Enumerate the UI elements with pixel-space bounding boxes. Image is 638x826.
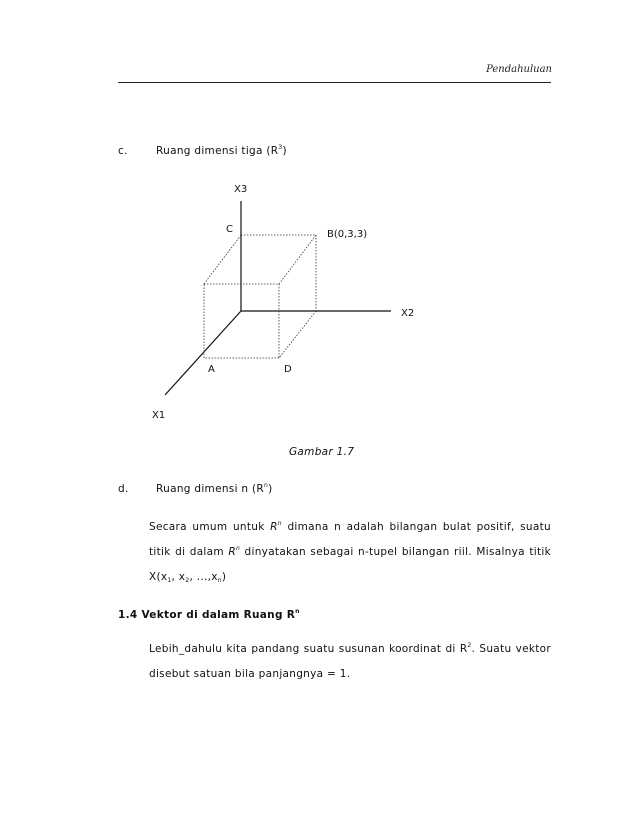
x2-label: X2 <box>401 308 415 319</box>
running-header: Pendahuluan <box>486 64 552 75</box>
item-marker-d: d. <box>118 483 129 495</box>
section-1-4-paragraph: Lebih_dahulu kita pandang suatu susunan koordinat di $R^2$. Suatu vektor disebut satuan bila panjangnya = 1. <box>149 642 551 680</box>
cube-edges <box>204 235 316 358</box>
section-heading-1-4: 1.4 Vektor di dalam Ruang $R^n$ <box>118 608 300 621</box>
section-d-title: Ruang dimensi n $(R^n)$ <box>156 482 273 495</box>
x1-label: X1 <box>152 410 166 421</box>
section-c-title: Ruang dimensi tiga $(R^3)$ <box>156 144 287 157</box>
section-d-paragraph: Secara umum untuk $R^n$ dimana n adalah bilangan bulat positif, suatu titik di dalam $R^n$ dinyatakan sebagai n-tupel bilangan riil. Misalnya titik $X(x_1$, $x_2$, $...,x_n$) <box>149 520 551 584</box>
figure-caption: Gambar 1.7 <box>289 446 355 458</box>
item-marker-c: c. <box>118 145 128 157</box>
x3-label: X3 <box>234 184 248 195</box>
point-c-label: C <box>226 224 233 235</box>
point-d-label: D <box>284 364 292 375</box>
point-a-label: A <box>208 364 215 375</box>
point-b-label: B(0,3,3) <box>327 229 368 240</box>
x1-axis <box>165 311 241 395</box>
